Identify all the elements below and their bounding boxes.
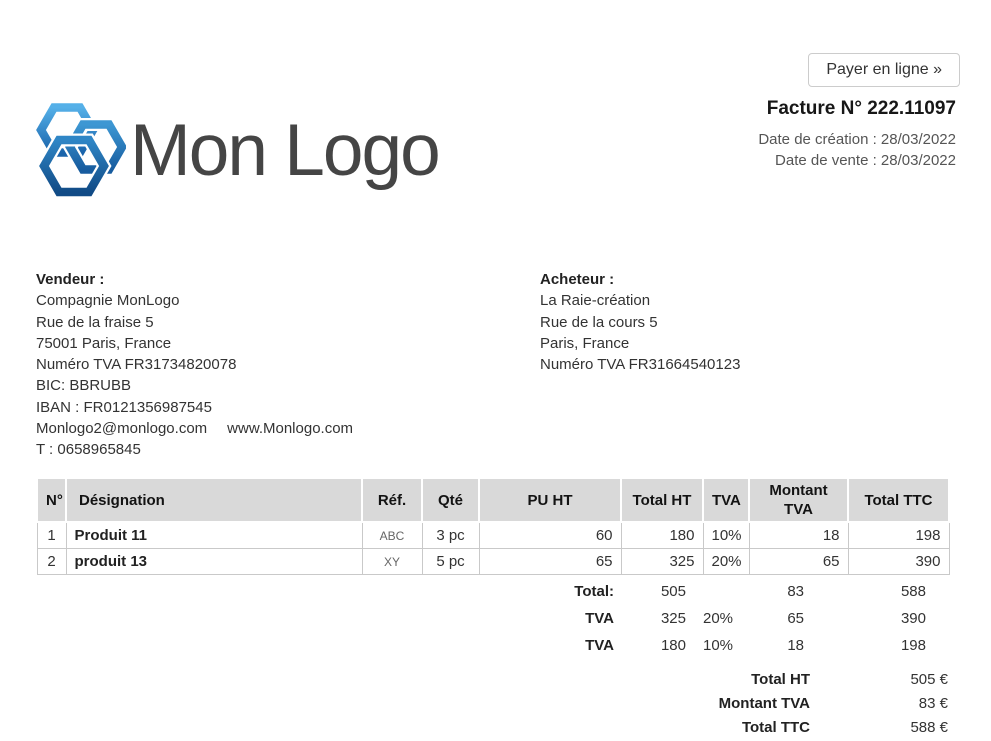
totals-tva-rate: 10% xyxy=(702,637,734,654)
seller-website: www.Monlogo.com xyxy=(227,420,354,438)
seller-vat: Numéro TVA FR31734820078 xyxy=(36,356,237,374)
company-logo xyxy=(34,103,439,198)
summary-value-total-ht: 505 € xyxy=(910,670,948,688)
totals-row xyxy=(36,605,934,632)
seller-city: 75001 Paris, France xyxy=(36,334,172,352)
seller-heading: Vendeur : xyxy=(36,271,105,288)
item-pu-ht: 65 xyxy=(479,549,621,575)
seller-company: Compagnie MonLogo xyxy=(36,292,180,310)
totals-total-ttc: 198 xyxy=(900,637,926,654)
item-row xyxy=(37,522,949,549)
invoice-number-title: Facture N° 222.11097 xyxy=(766,98,956,119)
item-montant-tva: 18 xyxy=(749,522,848,549)
seller-block xyxy=(36,269,353,461)
item-montant-tva: 65 xyxy=(749,549,848,575)
seller-street: Rue de la fraise 5 xyxy=(36,313,154,331)
item-designation: produit 13 xyxy=(66,549,362,575)
totals-montant-tva: 18 xyxy=(787,637,804,654)
hexagon-cluster-icon xyxy=(34,103,126,198)
buyer-company: La Raie-création xyxy=(540,292,651,310)
totals-total-ttc: 588 xyxy=(900,583,926,600)
logo-text: Mon Logo xyxy=(130,110,439,191)
buyer-city: Paris, France xyxy=(540,334,630,352)
item-row xyxy=(37,549,949,575)
buyer-heading: Acheteur : xyxy=(540,271,615,288)
summary-value-montant-tva: 83 € xyxy=(918,694,948,712)
summary-value-total-ttc: 588 € xyxy=(910,718,948,736)
summary-label-total-ttc: Total TTC xyxy=(741,718,810,736)
totals-row xyxy=(36,632,934,659)
col-header-montant-tva: Montant TVA xyxy=(749,478,848,522)
item-total-ttc: 198 xyxy=(848,522,949,549)
pay-online-button[interactable]: Payer en ligne » xyxy=(808,53,960,87)
item-qty: 3 pc xyxy=(422,522,479,549)
totals-table xyxy=(36,578,934,659)
totals-label: TVA xyxy=(585,610,614,627)
item-num: 2 xyxy=(37,549,66,575)
totals-row xyxy=(36,578,934,605)
item-tva: 20% xyxy=(703,549,749,575)
summary-block xyxy=(719,667,948,739)
seller-phone: T : 0658965845 xyxy=(36,441,141,459)
col-header-ref: Réf. xyxy=(362,478,422,522)
invoice-header xyxy=(758,98,956,171)
summary-row xyxy=(719,667,948,691)
item-total-ht: 180 xyxy=(621,522,703,549)
totals-tva-rate xyxy=(694,578,742,605)
totals-montant-tva: 65 xyxy=(787,610,804,627)
col-header-num: N° xyxy=(37,478,66,522)
seller-bic: BIC: BBRUBB xyxy=(36,377,132,395)
summary-label-montant-tva: Montant TVA xyxy=(718,694,810,712)
item-qty: 5 pc xyxy=(422,549,479,575)
items-header-row xyxy=(37,478,949,522)
col-header-pu-ht: PU HT xyxy=(479,478,621,522)
item-num: 1 xyxy=(37,522,66,549)
summary-row xyxy=(719,715,948,739)
totals-total-ttc: 390 xyxy=(900,610,926,627)
buyer-street: Rue de la cours 5 xyxy=(540,313,658,331)
invoice-date-sale: Date de vente : 28/03/2022 xyxy=(775,152,956,169)
seller-email: Monlogo2@monlogo.com xyxy=(36,420,208,438)
item-pu-ht: 60 xyxy=(479,522,621,549)
invoice-date-creation: Date de création : 28/03/2022 xyxy=(758,131,956,148)
totals-label: Total: xyxy=(574,583,614,600)
item-designation: Produit 11 xyxy=(66,522,362,549)
item-ref: XY xyxy=(362,549,422,575)
item-tva: 10% xyxy=(703,522,749,549)
item-total-ttc: 390 xyxy=(848,549,949,575)
item-ref: ABC xyxy=(362,522,422,549)
buyer-block xyxy=(540,269,740,375)
items-table xyxy=(36,477,950,575)
totals-total-ht: 505 xyxy=(660,583,686,600)
totals-tva-rate: 20% xyxy=(702,610,734,627)
col-header-total-ht: Total HT xyxy=(621,478,703,522)
col-header-qty: Qté xyxy=(422,478,479,522)
totals-total-ht: 325 xyxy=(660,610,686,627)
col-header-total-ttc: Total TTC xyxy=(848,478,949,522)
summary-row xyxy=(719,691,948,715)
summary-label-total-ht: Total HT xyxy=(751,670,810,688)
col-header-tva: TVA xyxy=(703,478,749,522)
totals-montant-tva: 83 xyxy=(787,583,804,600)
seller-contact-line xyxy=(36,418,353,439)
col-header-designation: Désignation xyxy=(66,478,362,522)
buyer-vat: Numéro TVA FR31664540123 xyxy=(540,356,741,374)
item-total-ht: 325 xyxy=(621,549,703,575)
totals-total-ht: 180 xyxy=(660,637,686,654)
totals-label: TVA xyxy=(585,637,614,654)
seller-iban: IBAN : FR0121356987545 xyxy=(36,398,212,416)
